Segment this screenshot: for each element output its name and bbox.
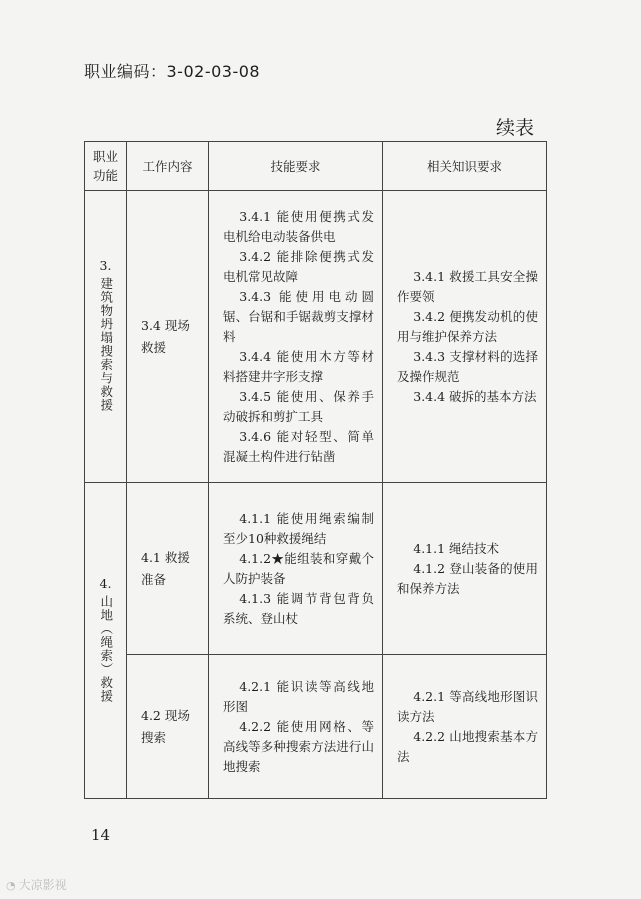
knowledge-item: 3.4.1 救援工具安全操作要领: [397, 268, 538, 304]
skill-item: 4.1.1 能使用绳索编制至少10种救援绳结: [223, 510, 374, 546]
function-name: 建筑物坍塌搜索与救援: [98, 277, 114, 412]
work-content-cell: 4.2 现场 搜索: [127, 655, 209, 799]
weibo-logo-icon: ◔: [6, 879, 16, 892]
skill-item: 4.2.2 能使用网格、等高线等多种搜索方法进行山地搜索: [223, 718, 374, 774]
watermark: [6, 876, 67, 893]
skill-item: 3.4.5 能使用、保养手动破拆和剪扩工具: [223, 388, 374, 424]
knowledge-item: 4.2.2 山地搜索基本方法: [397, 728, 538, 764]
table-header-row: [85, 142, 547, 191]
function-cell: [85, 483, 127, 799]
continued-label: 续表: [496, 117, 535, 139]
knowledge-item: 4.2.1 等高线地形图识读方法: [397, 688, 538, 724]
knowledge-cell: [383, 483, 547, 655]
knowledge-cell: [383, 655, 547, 799]
skill-item: 3.4.6 能对轻型、简单混凝土构件进行钻凿: [223, 428, 374, 464]
skill-item: 3.4.3 能使用电动圆锯、台锯和手锯裁剪支撑材料: [223, 288, 374, 344]
skill-item: 4.1.2★能组装和穿戴个人防护装备: [223, 550, 374, 586]
knowledge-item: 3.4.2 便携发动机的使用与维护保养方法: [397, 308, 538, 344]
header-work-content: 工作内容: [127, 142, 209, 191]
skill-item: 3.4.4 能使用木方等材料搭建井字形支撑: [223, 348, 374, 384]
work-content-cell: 4.1 救援 准备: [127, 483, 209, 655]
function-cell: [85, 191, 127, 483]
skill-item: 3.4.1 能使用便携式发电机给电动装备供电: [223, 208, 374, 244]
skill-standard-table: [84, 141, 547, 799]
knowledge-item: 3.4.3 支撑材料的选择及操作规范: [397, 348, 538, 384]
skills-cell: [209, 191, 383, 483]
header-knowledge-requirements: 相关知识要求: [383, 142, 547, 191]
page-number: 14: [91, 826, 111, 844]
knowledge-cell: [383, 191, 547, 483]
table-row: [85, 483, 547, 655]
skills-cell: [209, 483, 383, 655]
function-number: 3.: [99, 258, 112, 273]
skills-cell: [209, 655, 383, 799]
skill-item: 4.1.3 能调节背包背负系统、登山杖: [223, 590, 374, 626]
function-name: 山地（绳索）救援: [98, 594, 114, 703]
header-function: 职业 功能: [85, 142, 127, 191]
occupation-code: 职业编码：3-02-03-08: [84, 62, 261, 81]
knowledge-item: 4.1.1 绳结技术: [413, 540, 500, 556]
work-content-cell: 3.4 现场 救援: [127, 191, 209, 483]
table-row: [85, 655, 547, 799]
knowledge-item: 3.4.4 破拆的基本方法: [413, 388, 537, 404]
knowledge-item: 4.1.2 登山装备的使用和保养方法: [397, 560, 538, 596]
function-number: 4.: [99, 575, 112, 591]
table-row: [85, 191, 547, 483]
header-skill-requirements: 技能要求: [209, 142, 383, 191]
watermark-text: 大凉影视: [18, 878, 67, 892]
skill-item: 3.4.2 能排除便携式发电机常见故障: [223, 248, 374, 284]
skill-item: 4.2.1 能识读等高线地形图: [223, 678, 374, 714]
